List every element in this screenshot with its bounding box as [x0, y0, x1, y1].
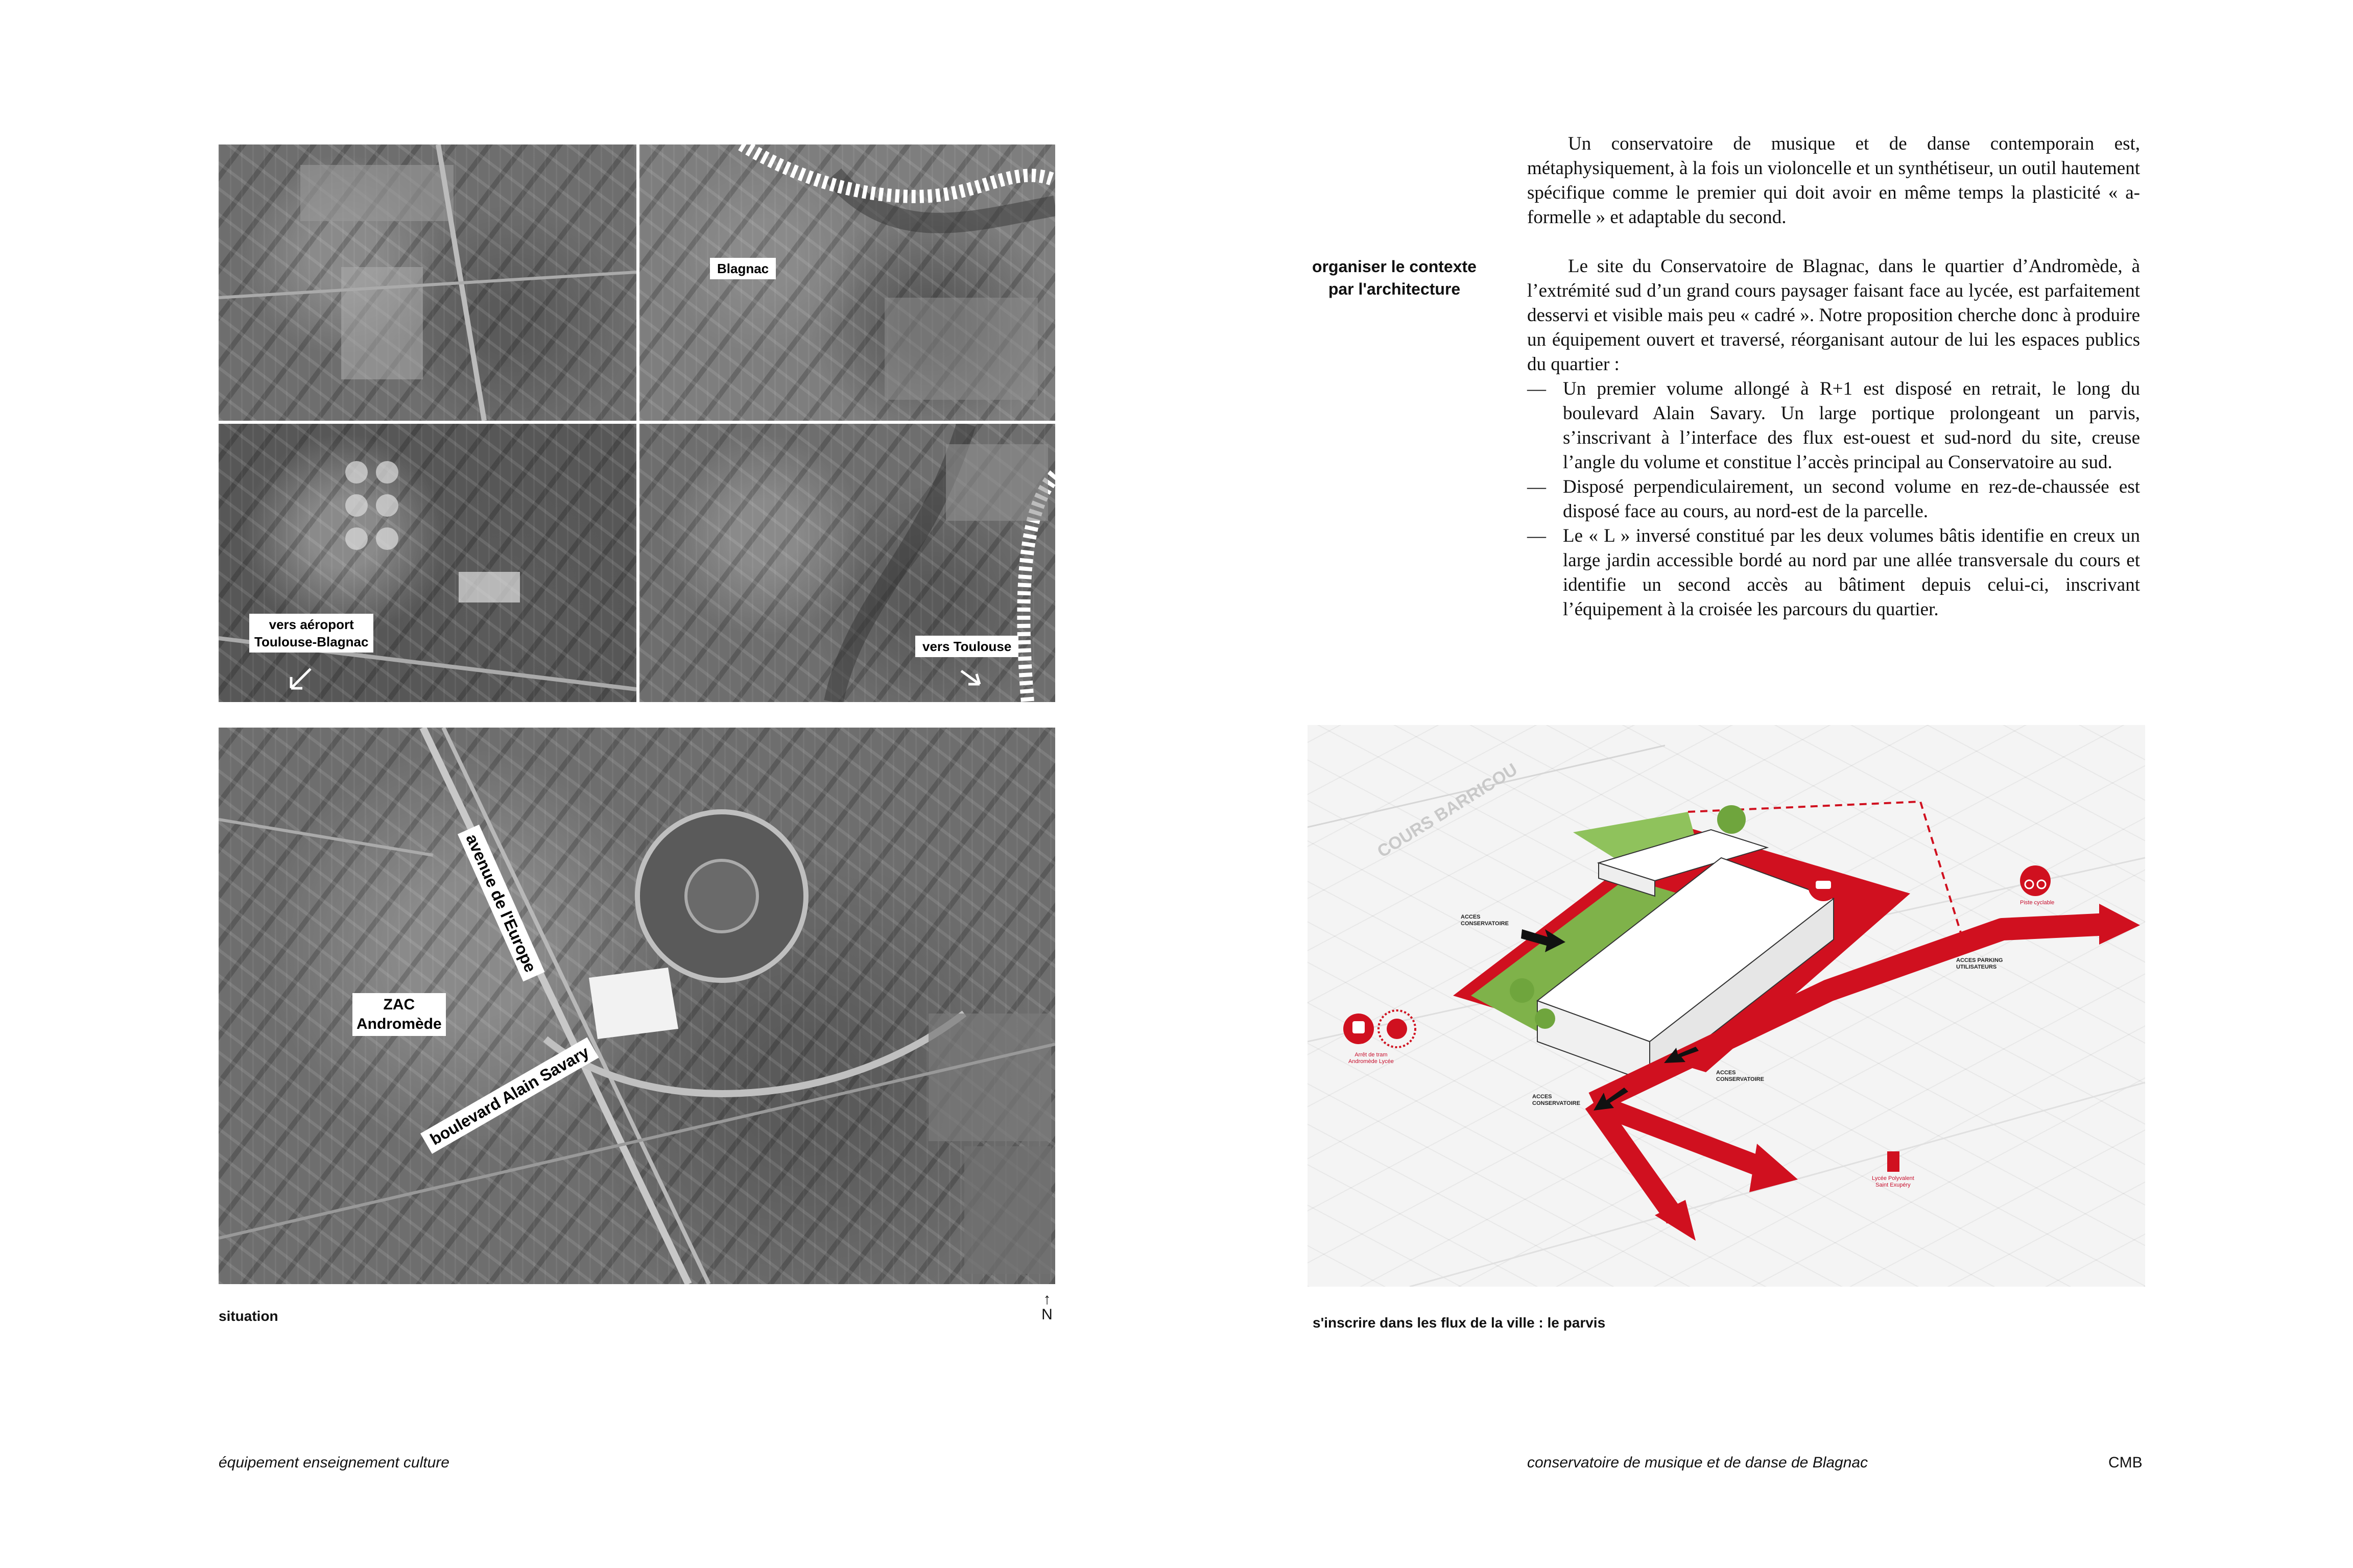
section-title-line2: par l'architecture — [1328, 280, 1461, 298]
bullet-dash: — — [1527, 525, 1546, 546]
footer-left: équipement enseignement culture — [219, 1454, 449, 1471]
arrow-southeast-icon — [956, 664, 987, 694]
bullet-item — [1527, 475, 2140, 524]
aerial-photo-nw — [219, 144, 636, 421]
tram-label-line2: Andromède Lycée — [1348, 1058, 1394, 1065]
intro-paragraph — [1527, 132, 2140, 230]
lycee-label-line1: Lycée Polyvalent — [1872, 1175, 1914, 1181]
aerial-photo-large — [219, 728, 1055, 1284]
blagnac-label: Blagnac — [710, 258, 776, 279]
zac-line1: ZAC — [383, 996, 415, 1013]
cours-barricou-label: COURS BARRICOU — [1374, 759, 1521, 862]
lycee-label — [1872, 1175, 1914, 1189]
piste-label: Piste cyclable — [2020, 900, 2055, 906]
acces-label-2-line1: ACCES — [1716, 1070, 1736, 1076]
north-indicator — [1037, 1292, 1057, 1322]
lycee-label-line2: Saint Exupéry — [1875, 1182, 1911, 1188]
section-title — [1297, 255, 1491, 300]
aerial-photo-ne — [639, 144, 1055, 421]
tram-label-line1: Arrêt de tram — [1354, 1052, 1388, 1058]
bullet-item — [1527, 524, 2140, 622]
avenue-europe-label: avenue de l'Europe — [458, 825, 545, 982]
intro-text: Un conservatoire de musique et de danse contemporain est, métaphysiquement, à la fois un violoncelle et un synthétiseur, un outil hautement spécifique comme le premier qui doit avoir en même temps la plasticité « a-formelle » et adaptable du second. — [1527, 133, 2140, 228]
section-title-line1: organiser le contexte — [1312, 257, 1477, 276]
site-section — [1527, 254, 2140, 622]
footer-center: conservatoire de musique et de danse de Blagnac — [1527, 1454, 1868, 1471]
bullet-item — [1527, 377, 2140, 475]
aerial-photo-nw-detail — [219, 144, 636, 421]
acces-label-1 — [1461, 914, 1509, 927]
acces-label-1-line2: CONSERVATOIRE — [1461, 921, 1509, 927]
vers-aeroport-line2: Toulouse-Blagnac — [254, 634, 369, 649]
bullet-dash: — — [1527, 378, 1546, 399]
bullet-text: Le « L » inversé constitué par les deux volumes bâtis identifie en creux un large jardin accessible bordé au nord par une allée transversale du cours et identifie un second accès au bâtiment depuis celui-ci, inscrivant l’équipement à la croisée les parcours du quartier. — [1563, 525, 2140, 620]
grid-divider-horizontal — [219, 421, 1055, 424]
parking-label-line1: ACCES PARKING — [1956, 957, 2003, 963]
acces-label-3-line1: ACCES — [1532, 1094, 1552, 1100]
arrow-southwest-icon — [285, 664, 316, 694]
aerial-photo-ne-detail — [639, 144, 1055, 421]
situation-caption: situation — [219, 1308, 278, 1324]
aerial-photo-sw-detail — [219, 424, 636, 702]
vers-aeroport-label — [249, 614, 373, 653]
boulevard-savary-label: boulevard Alain Savary — [420, 1038, 599, 1154]
bullet-dash: — — [1527, 476, 1546, 497]
acces-label-2-line2: CONSERVATOIRE — [1716, 1076, 1764, 1082]
acces-label-3 — [1532, 1094, 1580, 1107]
north-label: N — [1041, 1306, 1053, 1323]
parking-label — [1956, 957, 2003, 971]
bullet-text: Un premier volume allongé à R+1 est disposé en retrait, le long du boulevard Alain Savary. Un large portique prolongeant un parvis, s’inscrivant à l’interface des flux est-ouest et sud-nord du site, creuse l’angle du volume et constitue l’accès principal au Conservatoire au sud. — [1563, 378, 2140, 473]
aerial-photo-large-detail — [219, 728, 1055, 1284]
diagram-caption: s'inscrire dans les flux de la ville : le parvis — [1313, 1315, 1606, 1331]
acces-label-1-line1: ACCES — [1461, 914, 1481, 920]
aerial-photo-se-detail — [639, 424, 1055, 702]
north-arrow-icon: ↑ — [1043, 1291, 1051, 1308]
zac-line2: Andromède — [356, 1016, 442, 1032]
tram-label — [1348, 1052, 1394, 1065]
axonometric-diagram — [1308, 725, 2145, 1287]
site-paragraph: Le site du Conservatoire de Blagnac, dans le quartier d’Andromède, à l’extrémité sud d’un grand cours paysager faisant face au lycée, est parfaitement desservi et visible mais peu « cadré ». Notre proposition cherche donc à produire un équipement ouvert et traversé, réorganisant autour de lui les espaces publics du quartier : — [1527, 256, 2140, 375]
footer-right: CMB — [2108, 1454, 2143, 1471]
parking-label-line2: UTILISATEURS — [1956, 964, 1997, 970]
vers-toulouse-label: vers Toulouse — [915, 636, 1018, 657]
acces-label-2 — [1716, 1070, 1764, 1083]
vers-aeroport-line1: vers aéroport — [269, 617, 354, 632]
zac-andromede-label — [352, 993, 446, 1036]
aerial-photo-se — [639, 424, 1055, 702]
acces-label-3-line2: CONSERVATOIRE — [1532, 1100, 1580, 1106]
aerial-photo-sw — [219, 424, 636, 702]
bullet-text: Disposé perpendiculairement, un second volume en rez-de-chaussée est disposé face au cours, au nord-est de la parcelle. — [1563, 476, 2140, 522]
